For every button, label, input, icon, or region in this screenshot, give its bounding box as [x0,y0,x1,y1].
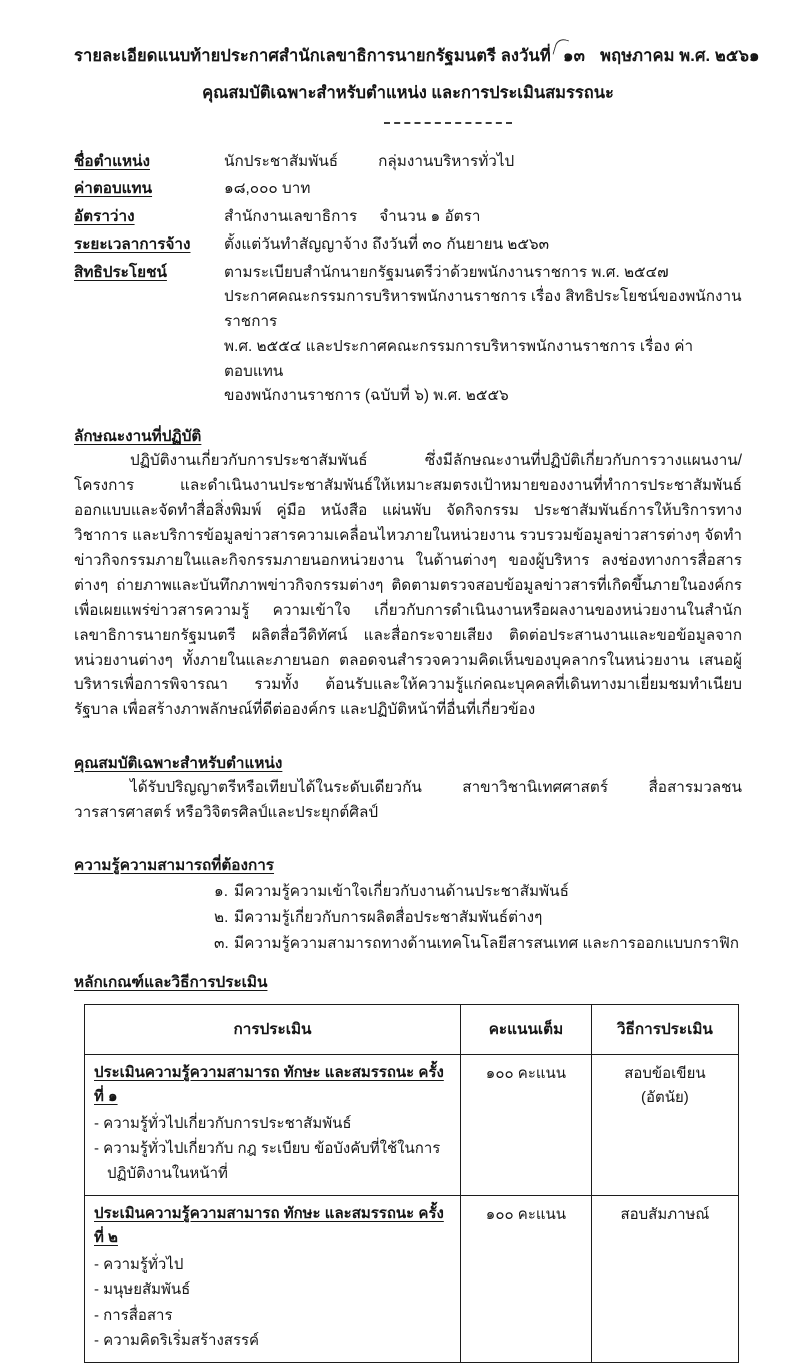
info-row-position [74,150,742,175]
label-vacancy: อัตราว่าง [74,208,135,226]
position-info-block [74,150,742,410]
assessment-method-round-2: สอบสัมภาษณ์ [591,1196,738,1363]
label-salary: ค่าตอบแทน [74,180,153,198]
assessment-bullet: - ความรู้ทั่วไปเกี่ยวกับ กฎ ระเบียบ ข้อบังคับที่ใช้ในการ [94,1139,441,1157]
assessment-bullet: - ความรู้ทั่วไปเกี่ยวกับการประชาสัมพันธ์ [94,1114,352,1132]
benefits-line: ประกาศคณะกรรมการบริหารพนักงานราชการ เรื่อง สิทธิประโยชน์ของพนักงานราชการ [224,288,742,331]
assessment-heading: หลักเกณฑ์และวิธีการประเมิน [74,973,268,991]
assessment-round-title: ประเมินความรู้ความสามารถ ทักษะ และสมรรถนะ ครั้งที่ ๒ [94,1205,444,1247]
assessment-bullet-continuation: ปฏิบัติงานในหน้าที่ [107,1165,228,1182]
assessment-bullet: - ความคิดริเริ่มสร้างสรรค์ [94,1331,260,1349]
table-row [85,1054,739,1196]
value-salary: ๑๘,๐๐๐ บาท [224,180,311,198]
dashed-divider [384,122,512,124]
assessment-bullet: - มนุษยสัมพันธ์ [94,1281,191,1299]
assessment-table-wrapper [84,1004,739,1363]
assessment-bullet: - ความรู้ทั่วไป [94,1256,184,1274]
benefits-line: ตามระเบียบสำนักนายกรัฐมนตรีว่าด้วยพนักงานราชการ พ.ศ. ๒๕๔๗ [224,263,669,281]
job-duties-paragraph: ปฏิบัติงานเกี่ยวกับการประชาสัมพันธ์ ซึ่งมีลักษณะงานที่ปฏิบัติเกี่ยวกับการวางแผนงาน/โครงการ และดำเนินงานประชาสัมพันธ์ให้เหมาะสมตรงเป้าหมายของงานที่ทำการประชาสัมพันธ์ ออกแบบและจัดทำสื่อสิ่งพิมพ์ คู่มือ หนังสือ แผ่นพับ จัดกิจกรรม ประชาสัมพันธ์การให้บริการทางวิชาการ และบริการข้อมูลข่าวสารความเคลื่อนไหวภายในหน่วยงาน รวบรวมข้อมูลข่าวสารต่างๆ จัดทำข่าวกิจกรรมภายในและกิจกรรมภายนอกหน่วยงาน ในด้านต่างๆ ของผู้บริหาร ลงช่องทางการสื่อสารต่างๆ ถ่ายภาพและบันทึกภาพข่าวกิจกรรมต่างๆ ติดตามตรวจสอบข้อมูลข่าวสารที่เกิดขึ้นภายในองค์กร เพื่อเผยแพร่ข่าวสารความรู้ ความเข้าใจ เกี่ยวกับการดำเนินงานหรือผลงานของหน่วยงานในสำนักเลขาธิการนายกรัฐมนตรี ผลิตสื่อวีดิทัศน์ และสื่อกระจายเสียง ติดต่อประสานงานและขอข้อมูลจากหน่วยงานต่างๆ ทั้งภายในและภายนอก ตลอดจนสำรวจความคิดเห็นของบุคลากรในหน่วยงาน เสนอผู้บริหารเพื่อการพิจารณา รวมทั้ง ต้อนรับและให้ความรู้แก่คณะบุคคลที่เดินทางมาเยี่ยมชมทำเนียบรัฐบาล เพื่อสร้างภาพลักษณ์ที่ดีต่อองค์กร และปฏิบัติหน้าที่อื่นที่เกี่ยวข้อง [74,452,742,719]
vacancy-count: จำนวน ๑ อัตรา [379,208,481,226]
assessment-cell-round-2 [85,1196,461,1363]
value-position [224,150,742,175]
benefits-line: พ.ศ. ๒๕๕๔ และประกาศคณะกรรมการบริหารพนักงานราชการ เรื่อง ค่าตอบแทน [224,337,694,380]
assessment-table [84,1004,739,1363]
info-row-salary [74,177,742,202]
knowledge-list-item [74,931,742,957]
knowledge-item-number: ๑. [214,882,228,900]
label-benefits: สิทธิประโยชน์ [74,263,167,281]
header-subtitle: คุณสมบัติเฉพาะสำหรับตำแหน่ง และการประเมินสมรรถนะ [202,83,614,102]
handwritten-date: ๑๓ [555,43,596,69]
document-header [74,44,760,124]
assessment-method-round-1: สอบข้อเขียน (อัตนัย) [591,1054,738,1196]
assessment-round-title: ประเมินความรู้ความสามารถ ทักษะ และสมรรถนะ ครั้งที่ ๑ [94,1063,444,1105]
knowledge-list [74,879,742,958]
value-vacancy [224,205,742,230]
column-header-method: วิธีการประเมิน [591,1004,738,1054]
header-title-suffix: พฤษภาคม พ.ศ. ๒๕๖๑ [600,47,760,65]
value-duration: ตั้งแต่วันทำสัญญาจ้าง ถึงวันที่ ๓๐ กันยายน ๒๕๖๓ [224,235,550,253]
benefits-line: ของพนักงานราชการ (ฉบับที่ ๖) พ.ศ. ๒๕๕๖ [224,387,509,405]
table-header-row [85,1004,739,1054]
label-position: ชื่อตำแหน่ง [74,152,150,170]
header-title-prefix: รายละเอียดแนบท้ายประกาศสำนักเลขาธิการนายกรัฐมนตรี ลงวันที่ [74,47,551,65]
column-header-assessment: การประเมิน [85,1004,461,1054]
knowledge-list-item [74,905,742,931]
column-header-score: คะแนนเต็ม [461,1004,592,1054]
knowledge-item-number: ๓. [214,935,229,953]
qualifications-paragraph: ได้รับปริญญาตรีหรือเทียบได้ในระดับเดียวกัน สาขาวิชานิเทศศาสตร์ สื่อสารมวลชน วารสารศาสตร์ หรือวิจิตรศิลป์และประยุกต์ศิลป์ [74,778,742,821]
header-title-line-1 [74,44,760,69]
value-benefits [224,261,742,410]
knowledge-item-text: มีความรู้ความสามารถทางด้านเทคโนโลยีสารสนเทศ และการออกแบบกราฟิก [234,935,740,953]
label-duration: ระยะเวลาการจ้าง [74,235,191,253]
table-row [85,1196,739,1363]
vacancy-office: สำนักงานเลขาธิการ [224,208,358,226]
assessment-score-round-1: ๑๐๐ คะแนน [461,1054,592,1196]
knowledge-item-text: มีความรู้ความเข้าใจเกี่ยวกับงานด้านประชาสัมพันธ์ [234,882,569,900]
knowledge-section [74,841,742,958]
knowledge-item-number: ๒. [214,909,229,927]
info-row-benefits [74,261,742,410]
assessment-section [74,958,742,1363]
assessment-score-round-2: ๑๐๐ คะแนน [461,1196,592,1363]
knowledge-item-text: มีความรู้เกี่ยวกับการผลิตสื่อประชาสัมพันธ์ต่างๆ [234,909,543,927]
assessment-cell-round-1 [85,1054,461,1196]
info-row-duration [74,233,742,258]
position-group: กลุ่มงานบริหารทั่วไป [378,152,515,170]
assessment-bullet: - การสื่อสาร [94,1306,173,1324]
knowledge-heading: ความรู้ความสามารถที่ต้องการ [74,856,275,874]
qualifications-section [74,739,742,826]
job-duties-section [74,412,742,723]
qualifications-heading: คุณสมบัติเฉพาะสำหรับตำแหน่ง [74,754,283,772]
job-duties-heading: ลักษณะงานที่ปฏิบัติ [74,428,202,446]
info-row-vacancy [74,205,742,230]
position-name: นักประชาสัมพันธ์ [224,152,339,170]
knowledge-list-item [74,879,742,905]
